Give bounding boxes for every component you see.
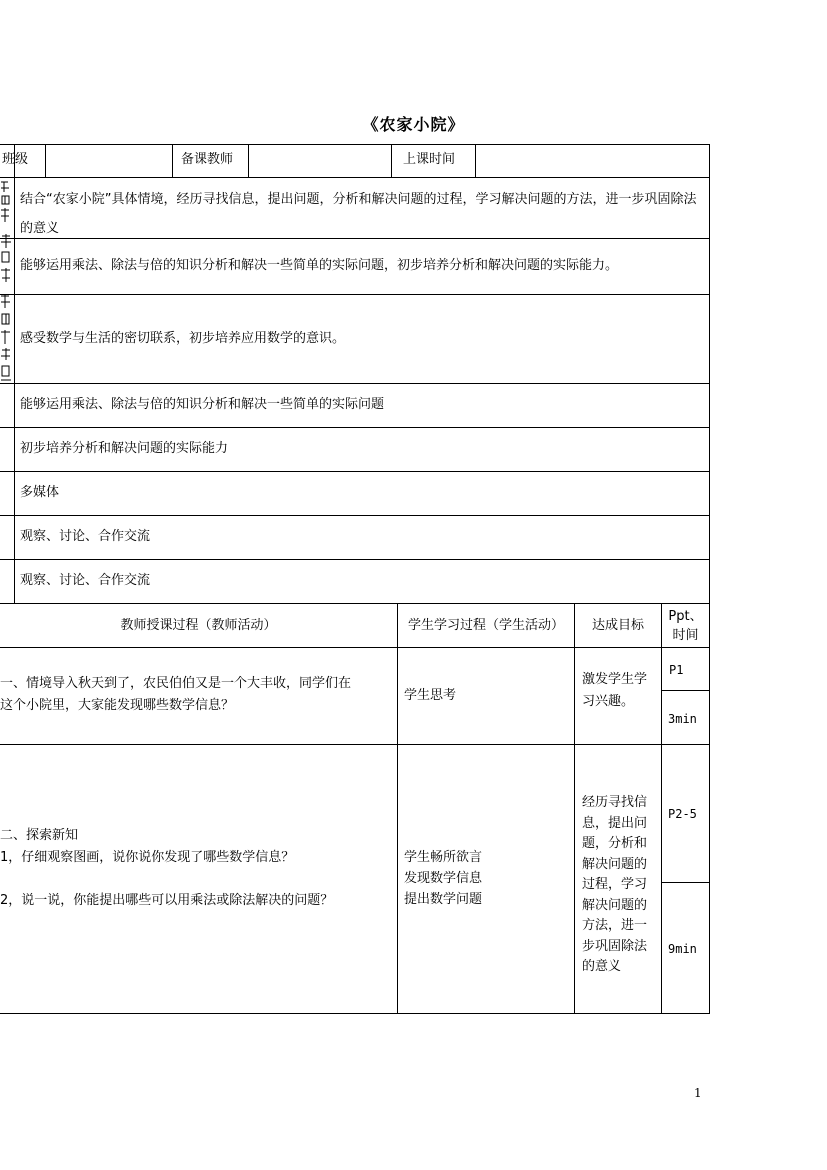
step1-teacher-line2: 这个小院里，大家能发现哪些数学信息？ bbox=[0, 698, 235, 713]
header-divider bbox=[172, 144, 173, 178]
step2-goal-line: 方法，进一 bbox=[582, 918, 648, 933]
key-point: 能够运用乘法、除法与倍的知识分析和解决一些简单的实际问题 bbox=[20, 397, 385, 412]
step1-goal-line2: 习兴趣。 bbox=[582, 694, 635, 709]
step2-goal-line: 的意义 bbox=[582, 959, 622, 974]
step2-student-line1: 学生畅所欲言 bbox=[404, 850, 483, 865]
header-divider bbox=[475, 144, 476, 178]
step1-teacher-line1: 一、情境导入秋天到了，农民伯伯又是一个大丰收，同学们在 bbox=[0, 676, 352, 691]
row-divider bbox=[0, 603, 710, 604]
row-divider bbox=[0, 427, 710, 428]
teaching-aids: 多媒体 bbox=[20, 485, 60, 500]
step2-goal-line: 解决问题的 bbox=[582, 856, 648, 872]
row-divider bbox=[0, 177, 710, 178]
learning-method: 观察、讨论、合作交流 bbox=[20, 573, 151, 588]
goal-header: 达成目标 bbox=[591, 618, 644, 633]
label-column-divider bbox=[14, 144, 15, 604]
objective-ability: 能够运用乘法、除法与倍的知识分析和解决一些简单的实际问题，初步培养分析和解决问题的实际能力。 bbox=[20, 258, 619, 273]
row-divider bbox=[0, 294, 710, 295]
header-divider bbox=[248, 144, 249, 178]
header-divider bbox=[391, 144, 392, 178]
step2-goal-line: 题，分析和 bbox=[582, 836, 648, 851]
row-divider bbox=[0, 647, 710, 648]
objective-emotion: 感受数学与生活的密切联系，初步培养应用数学的意识。 bbox=[20, 331, 346, 346]
ppt-header-line2: 时间 bbox=[672, 628, 699, 643]
table-border-top bbox=[0, 144, 710, 145]
step2-goal bbox=[582, 793, 660, 978]
step2-teacher-line3: 2，说一说，你能提出哪些可以用乘法或除法解决的问题？ bbox=[0, 893, 334, 908]
row-divider bbox=[0, 471, 710, 472]
cropped-glyph-marks bbox=[0, 178, 14, 383]
ppt-divider bbox=[661, 882, 710, 883]
teacher-label: 备课教师 bbox=[181, 152, 234, 167]
step2-goal-line: 息，提出问 bbox=[582, 815, 648, 831]
process-divider bbox=[397, 603, 398, 1014]
step2-time: 9min bbox=[668, 942, 697, 956]
ppt-divider bbox=[661, 690, 710, 691]
row-divider bbox=[0, 559, 710, 560]
table-border-right bbox=[709, 144, 710, 1014]
step2-student-line2: 发现数学信息 bbox=[404, 871, 483, 886]
class-label: 班级 bbox=[2, 152, 29, 167]
step2-student-line3: 提出数学问题 bbox=[404, 892, 483, 907]
teacher-activity-header: 教师授课过程（教师活动） bbox=[120, 618, 277, 633]
process-divider bbox=[661, 603, 662, 1014]
step1-ppt: P1 bbox=[669, 663, 684, 677]
process-divider bbox=[574, 603, 575, 1014]
header-divider bbox=[45, 144, 46, 178]
difficult-point: 初步培养分析和解决问题的实际能力 bbox=[20, 441, 229, 456]
step1-student: 学生思考 bbox=[404, 688, 457, 703]
step2-teacher-line2: 1，仔细观察图画，说你说你发现了哪些数学信息？ bbox=[0, 850, 295, 865]
step1-goal-line1: 激发学生学 bbox=[582, 672, 648, 687]
page-number: 1 bbox=[694, 1086, 702, 1100]
teaching-method: 观察、讨论、合作交流 bbox=[20, 529, 151, 544]
row-divider bbox=[0, 744, 710, 745]
document-title: 《农家小院》 bbox=[362, 115, 465, 134]
step2-goal-line: 经历寻找信 bbox=[582, 795, 648, 810]
student-activity-header: 学生学习过程（学生活动） bbox=[407, 618, 564, 633]
objective-knowledge: 结合“农家小院”具体情境，经历寻找信息，提出问题，分析和解决问题的过程，学习解决问题的方法，进一步巩固除法的意义 bbox=[20, 192, 697, 236]
table-border-bottom bbox=[0, 1013, 710, 1014]
step2-teacher-line1: 二、探索新知 bbox=[0, 828, 79, 843]
step2-goal-line: 解决问题的 bbox=[582, 897, 648, 913]
step2-goal-line: 步巩固除法 bbox=[582, 938, 648, 954]
time-label: 上课时间 bbox=[403, 152, 456, 167]
step1-time: 3min bbox=[668, 712, 697, 726]
ppt-header-line1: Ppt、 bbox=[668, 609, 703, 624]
cropped-row-label bbox=[0, 178, 14, 383]
step2-ppt: P2-5 bbox=[668, 807, 697, 821]
step2-goal-line: 过程，学习 bbox=[582, 877, 648, 892]
row-divider bbox=[0, 383, 710, 384]
row-divider bbox=[0, 515, 710, 516]
